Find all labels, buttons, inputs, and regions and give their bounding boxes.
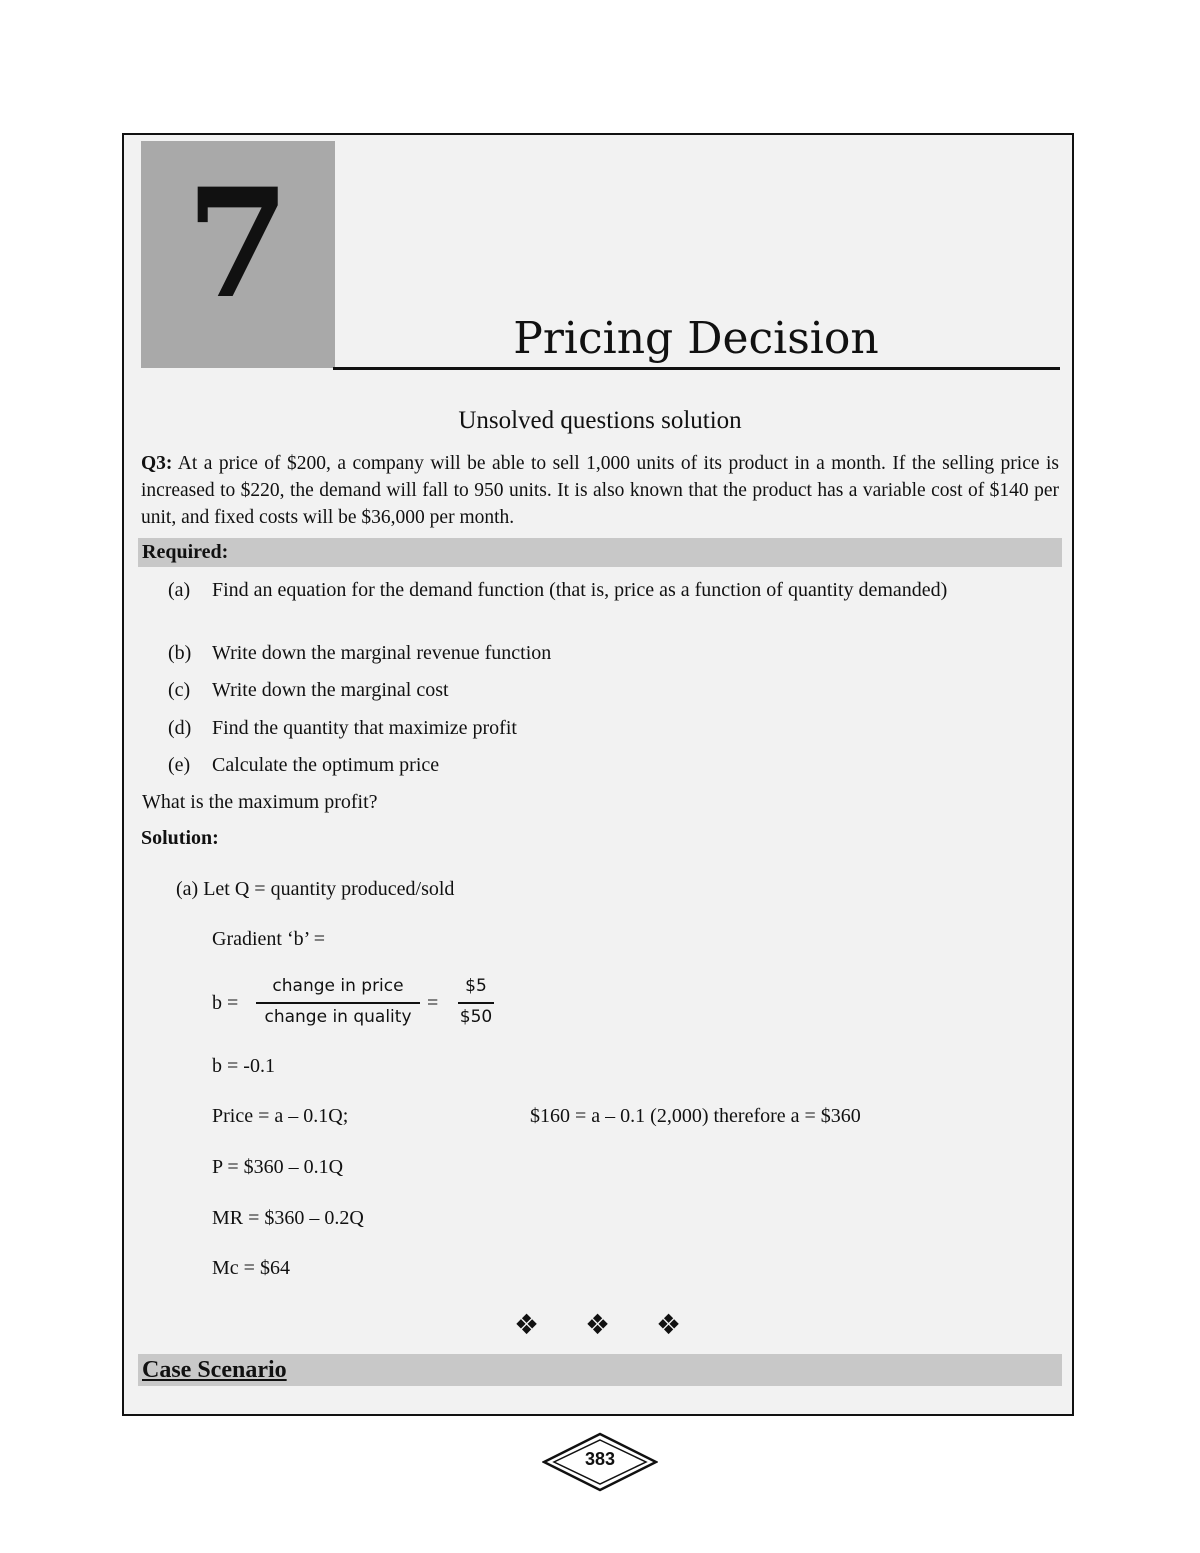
marginal-cost-equation: Mc = $64 bbox=[212, 1257, 290, 1279]
chapter-number-box bbox=[141, 141, 335, 368]
gradient-label: Gradient ‘b’ = bbox=[212, 928, 326, 950]
list-item-text: Calculate the optimum price bbox=[212, 754, 440, 776]
required-label: Required: bbox=[142, 541, 229, 563]
extra-question: What is the maximum profit? bbox=[142, 791, 378, 813]
section-subtitle: Unsolved questions solution bbox=[458, 407, 742, 434]
divider-ornament-icon: ❖ bbox=[514, 1308, 540, 1341]
fraction-line bbox=[256, 1002, 420, 1004]
fraction-numerator: change in price bbox=[272, 976, 404, 996]
b-prefix: b = bbox=[212, 992, 239, 1014]
list-item bbox=[0, 577, 1100, 629]
list-item-letter: (b) bbox=[168, 642, 192, 664]
list-item-letter: (d) bbox=[168, 717, 192, 739]
case-scenario-label: Case Scenario bbox=[142, 1357, 287, 1383]
list-item-letter: (a) bbox=[168, 579, 191, 601]
question-text bbox=[141, 450, 1059, 531]
page-number-badge bbox=[542, 1432, 658, 1492]
page-number: 383 bbox=[584, 1449, 616, 1469]
chapter-number: 7 bbox=[185, 156, 291, 332]
case-scenario-bar bbox=[138, 1354, 1062, 1386]
question-label: Q3: bbox=[141, 453, 173, 474]
list-item-text: Write down the marginal revenue function bbox=[212, 642, 552, 664]
price-equation: Price = a – 0.1Q; bbox=[212, 1105, 349, 1127]
list-item-text: Find the quantity that maximize profit bbox=[212, 717, 517, 739]
demand-equation: P = $360 – 0.1Q bbox=[212, 1156, 344, 1178]
list-item-letter: (c) bbox=[168, 679, 191, 701]
divider-ornament-icon: ❖ bbox=[656, 1308, 682, 1341]
fraction-denominator: change in quality bbox=[264, 1007, 412, 1027]
question-body: At a price of $200, a company will be able to sell 1,000 units of its product in a month. If the selling price is increased to $220, the demand will fall to 950 units. It is also known that the product has a variable cost of $140 per unit, and fixed costs will be $36,000 per month. bbox=[141, 453, 1059, 528]
list-item-letter: (e) bbox=[168, 754, 191, 776]
marginal-revenue-equation: MR = $360 – 0.2Q bbox=[212, 1207, 364, 1229]
solution-label: Solution: bbox=[141, 827, 219, 849]
list-item-text: Write down the marginal cost bbox=[212, 679, 449, 701]
price-equation-solution: $160 = a – 0.1 (2,000) therefore a = $360 bbox=[530, 1105, 861, 1127]
fraction-denominator: $50 bbox=[459, 1007, 493, 1027]
equals-sign: = bbox=[427, 992, 439, 1014]
fraction-line bbox=[458, 1002, 494, 1004]
solution-line-a: (a) Let Q = quantity produced/sold bbox=[176, 878, 455, 900]
fraction-numerator: $5 bbox=[465, 976, 487, 996]
divider-ornament-icon: ❖ bbox=[585, 1308, 611, 1341]
title-underline bbox=[333, 367, 1060, 370]
b-value: b = -0.1 bbox=[212, 1055, 275, 1077]
list-item-text: Find an equation for the demand function (that is, price as a function of quantity demanded) bbox=[212, 579, 948, 601]
required-bar bbox=[138, 538, 1062, 567]
chapter-title: Pricing Decision bbox=[513, 313, 879, 364]
